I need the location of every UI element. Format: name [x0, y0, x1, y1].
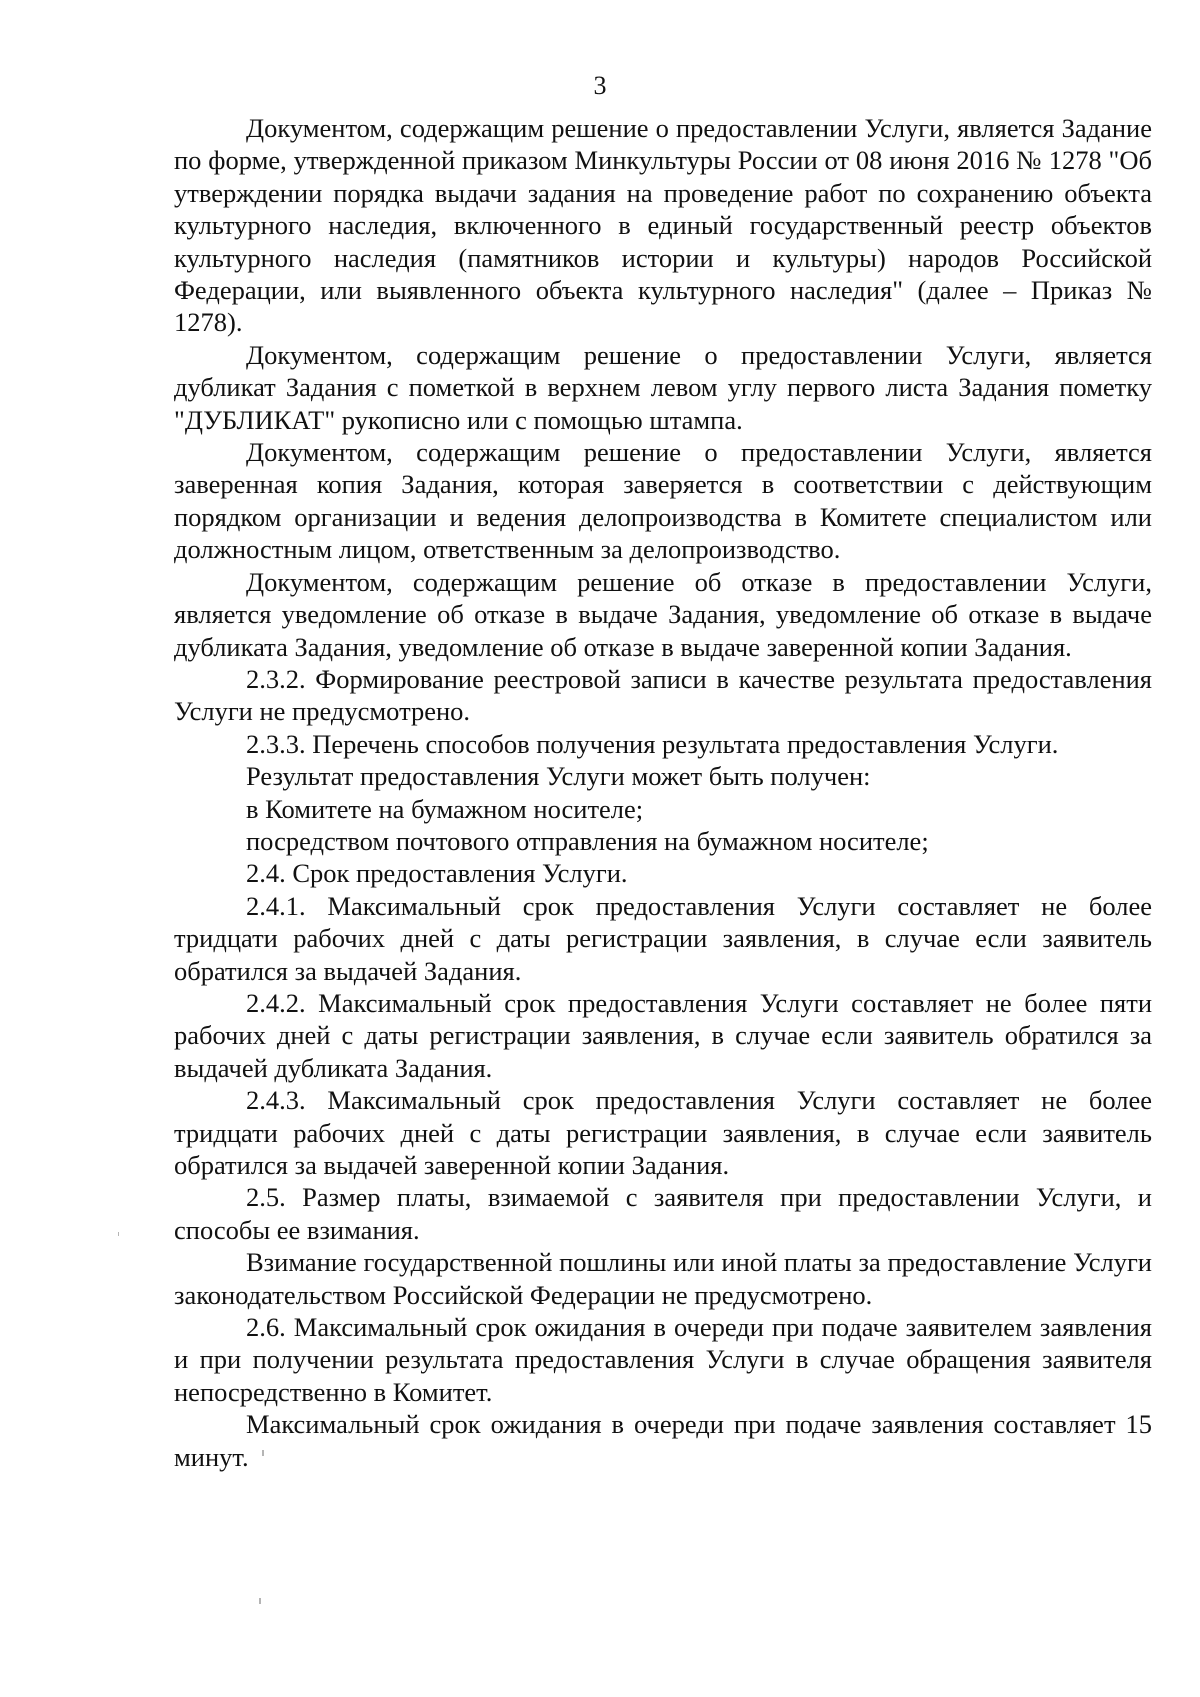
paragraph-refusal-document: Документом, содержащим решение об отказе в предоставлении Услуги, является уведомление об отказе в выдаче Задания, уведомление об отказе в выдаче дубликата Задания, уведомление об отказе в выдаче заверенной копии Задания. — [174, 566, 1152, 662]
paragraph-2-4-3: 2.4.3. Максимальный срок предоставления Услуги составляет не более тридцати рабочих дней с даты регистрации заявления, в случае если заявитель обратился за выдачей заверенной копии Задания. — [174, 1085, 1152, 1180]
paragraph-fee: Взимание государственной пошлины или иной платы за предоставление Услуги законодательством Российской Федерации не предусмотрено. — [174, 1247, 1152, 1310]
scan-speck — [259, 1598, 261, 1604]
paragraph-2-3-2: 2.3.2. Формирование реестровой записи в качестве результата предоставления Услуги не предусмотрено. — [174, 663, 1152, 727]
paragraph-2-6: 2.6. Максимальный срок ожидания в очереди при подаче заявителем заявления и при получении результата предоставления Услуги в случае обращения заявителя непосредственно в Комитет. — [174, 1312, 1152, 1407]
paragraph-decision-document: Документом, содержащим решение о предоставлении Услуги, является Задание по форме, утвержденной приказом Минкультуры России от 08 июня 2016 № 1278 "Об утверждении порядка выдачи задания на проведение работ по сохранению объекта культурного наследия, включенного в единый государственный реестр объектов культурного наследия (памятников истории и культуры) народов Российской Федерации, или выявленного объекта культурного наследия" (далее – Приказ № 1278). — [174, 113, 1152, 338]
paragraph-2-4-2: 2.4.2. Максимальный срок предоставления Услуги составляет не более пяти рабочих дней с даты регистрации заявления, в случае если заявитель обратился за выдачей дубликата Задания. — [174, 987, 1152, 1083]
paragraph-certified-copy: Документом, содержащим решение о предоставлении Услуги, является заверенная копия Задания, которая заверяется в соответствии с действующим порядком организации и ведения делопроизводства в Комитете специалистом или должностным лицом, ответственным за делопроизводство. — [174, 437, 1152, 565]
document-body — [174, 112, 1152, 1473]
paragraph-2-3-3: 2.3.3. Перечень способов получения результата предоставления Услуги. — [246, 728, 1059, 759]
paragraph-2-4-1: 2.4.1. Максимальный срок предоставления Услуги составляет не более тридцати рабочих дней с даты регистрации заявления, в случае если заявитель обратился за выдачей Задания. — [174, 890, 1152, 986]
paragraph-duplicate-document: Документом, содержащим решение о предоставлении Услуги, является дубликат Задания с пометкой в верхнем левом углу первого листа Задания пометку "ДУБЛИКАТ" рукописно или с помощью штампа. — [174, 339, 1152, 435]
page-number: 3 — [593, 71, 607, 100]
scan-speck — [262, 1450, 264, 1456]
paragraph-wait-time: Максимальный срок ожидания в очереди при подаче заявления составляет 15 минут. — [174, 1409, 1152, 1472]
paragraph-2-5: 2.5. Размер платы, взимаемой с заявителя при предоставлении Услуги, и способы ее взимания. — [174, 1182, 1152, 1245]
paragraph-result-ways-intro: Результат предоставления Услуги может быть получен: — [246, 761, 871, 792]
paragraph-2-4: 2.4. Срок предоставления Услуги. — [246, 858, 628, 889]
paragraph-result-way-committee: в Комитете на бумажном носителе; — [246, 793, 644, 824]
paragraph-result-way-mail: посредством почтового отправления на бумажном носителе; — [246, 825, 929, 856]
scan-speck — [118, 1232, 119, 1236]
